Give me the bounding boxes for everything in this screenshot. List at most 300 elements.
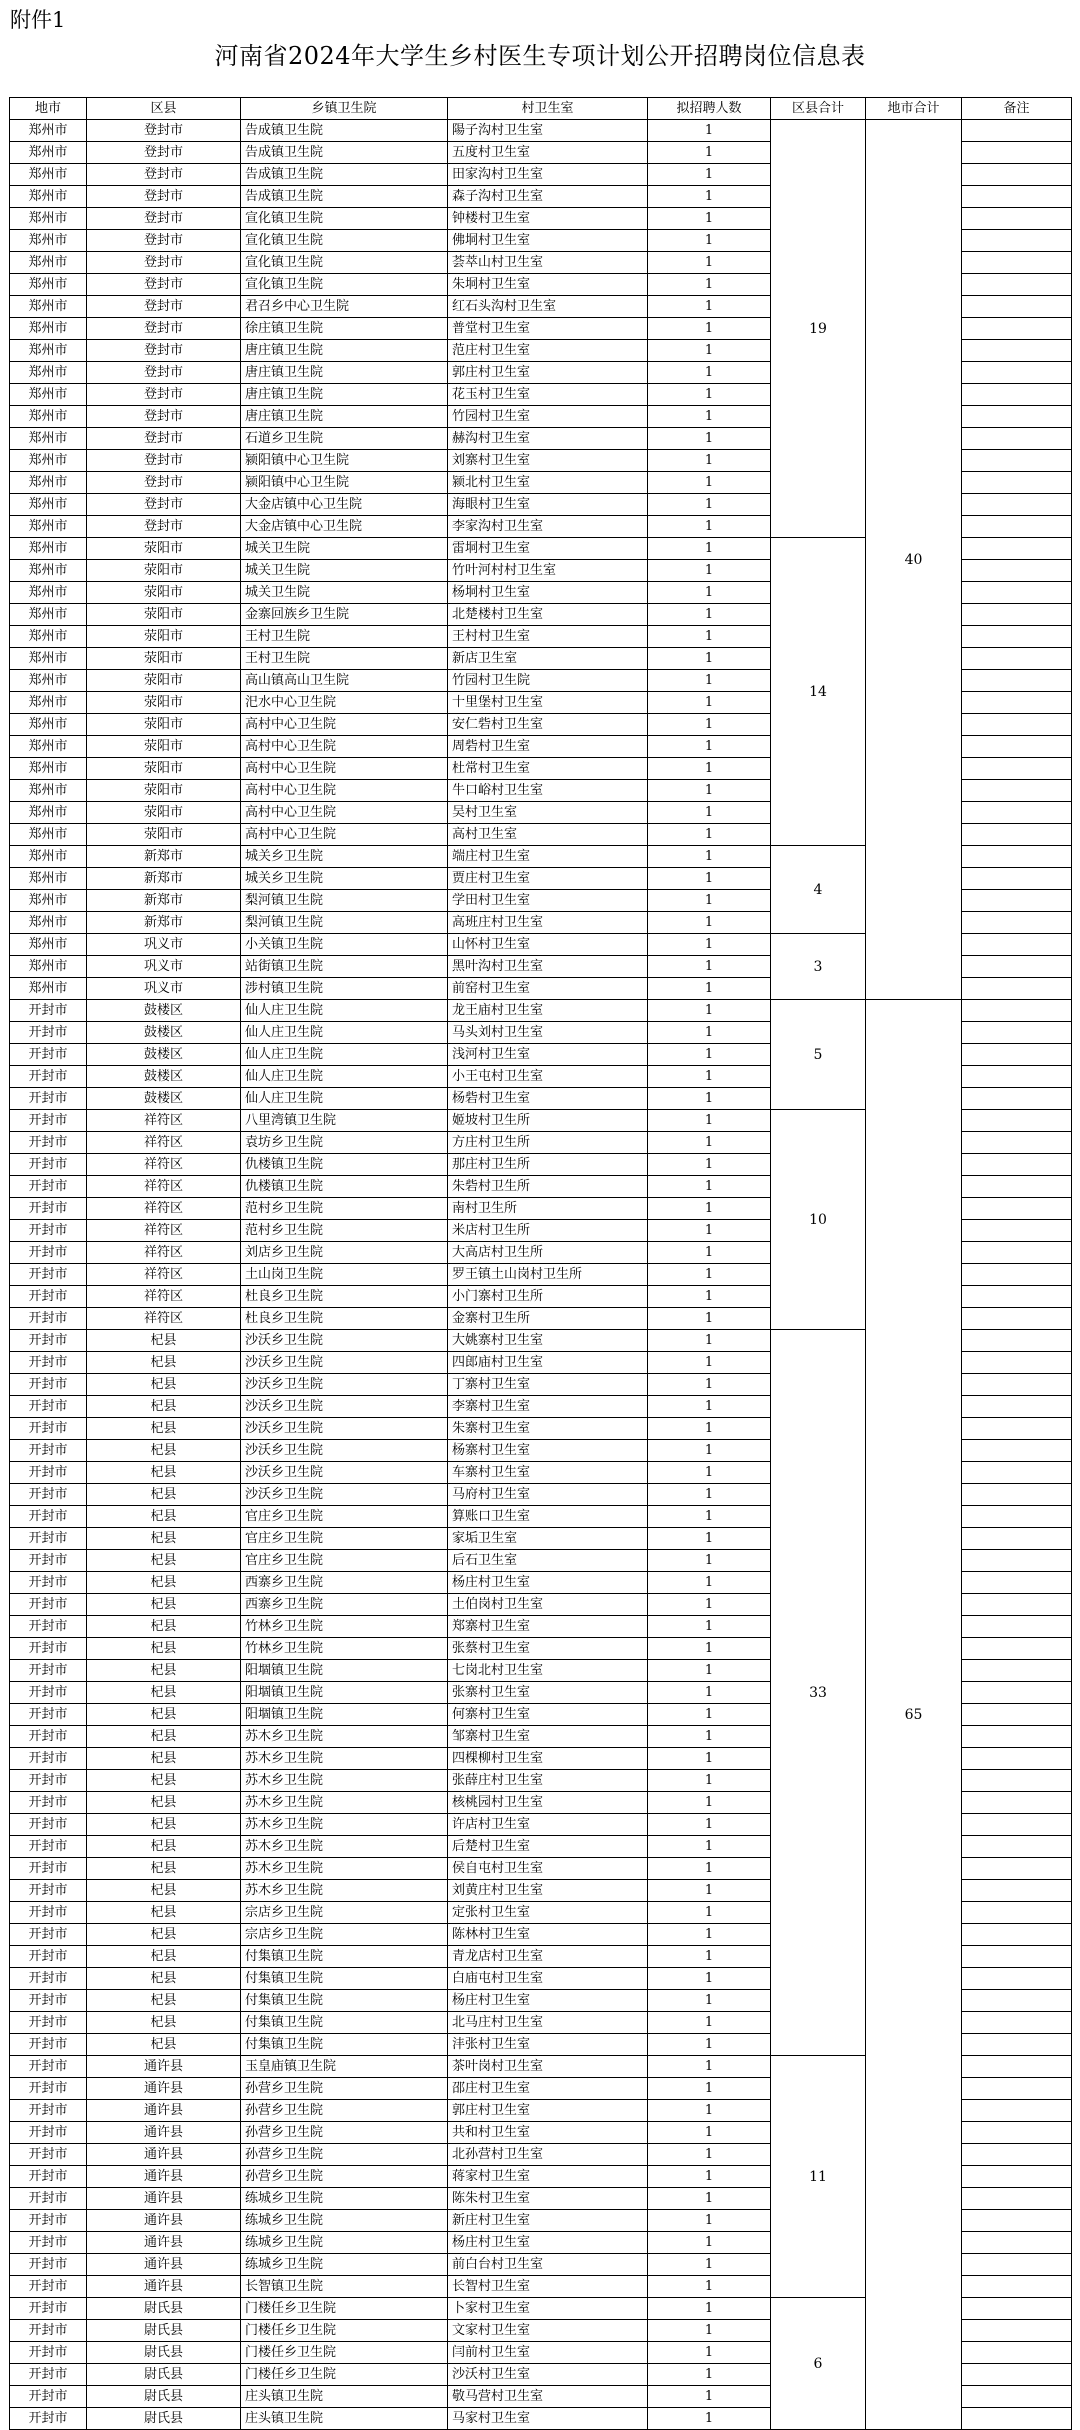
cell-city: 开封市 [10,2166,87,2188]
cell-remarks [962,1264,1072,1286]
cell-county: 登封市 [87,494,241,516]
cell-city: 郑州市 [10,384,87,406]
header-county-total: 区县合计 [771,98,866,120]
cell-township-hospital: 庄头镇卫生院 [241,2408,448,2430]
cell-remarks [962,2408,1072,2430]
header-row [10,98,1072,120]
cell-planned-hires: 1 [648,736,771,758]
cell-planned-hires: 1 [648,1484,771,1506]
cell-planned-hires: 1 [648,1396,771,1418]
cell-city: 开封市 [10,2276,87,2298]
cell-village-clinic: 土伯岗村卫生室 [448,1594,648,1616]
header-township-hospital: 乡镇卫生院 [241,98,448,120]
cell-county: 荥阳市 [87,692,241,714]
cell-village-clinic: 田家沟村卫生室 [448,164,648,186]
cell-county: 通许县 [87,2144,241,2166]
cell-county: 祥符区 [87,1264,241,1286]
cell-township-hospital: 站街镇卫生院 [241,956,448,978]
cell-remarks [962,2210,1072,2232]
cell-county-total: 6 [771,2298,866,2430]
cell-city: 郑州市 [10,824,87,846]
cell-city: 开封市 [10,1330,87,1352]
cell-planned-hires: 1 [648,1924,771,1946]
cell-city: 开封市 [10,1286,87,1308]
cell-remarks [962,1418,1072,1440]
cell-village-clinic: 杨寨村卫生室 [448,1440,648,1462]
header-city: 地市 [10,98,87,120]
cell-city: 开封市 [10,2320,87,2342]
cell-planned-hires: 1 [648,2364,771,2386]
cell-county: 杞县 [87,1440,241,1462]
cell-remarks [962,1968,1072,1990]
cell-remarks [962,890,1072,912]
cell-planned-hires: 1 [648,2188,771,2210]
cell-township-hospital: 杜良乡卫生院 [241,1286,448,1308]
cell-city: 开封市 [10,1176,87,1198]
cell-remarks [962,142,1072,164]
cell-county: 通许县 [87,2188,241,2210]
cell-township-hospital: 练城乡卫生院 [241,2188,448,2210]
cell-county: 杞县 [87,2034,241,2056]
cell-township-hospital: 金寨回族乡卫生院 [241,604,448,626]
cell-township-hospital: 竹林乡卫生院 [241,1616,448,1638]
cell-city: 郑州市 [10,164,87,186]
cell-city: 开封市 [10,1770,87,1792]
cell-township-hospital: 阳堌镇卫生院 [241,1704,448,1726]
cell-township-hospital: 王村卫生院 [241,626,448,648]
cell-city: 郑州市 [10,736,87,758]
cell-planned-hires: 1 [648,296,771,318]
cell-city: 郑州市 [10,340,87,362]
cell-village-clinic: 安仁砦村卫生室 [448,714,648,736]
cell-planned-hires: 1 [648,1440,771,1462]
cell-county: 通许县 [87,2122,241,2144]
table-row [10,1000,1072,1022]
cell-remarks [962,428,1072,450]
cell-village-clinic: 沣张村卫生室 [448,2034,648,2056]
cell-township-hospital: 袁坊乡卫生院 [241,1132,448,1154]
cell-county: 登封市 [87,208,241,230]
cell-remarks [962,296,1072,318]
cell-county: 荥阳市 [87,714,241,736]
cell-planned-hires: 1 [648,802,771,824]
cell-remarks [962,714,1072,736]
cell-village-clinic: 罗王镇土山岗村卫生所 [448,1264,648,1286]
cell-county: 尉氏县 [87,2386,241,2408]
cell-remarks [962,1660,1072,1682]
cell-village-clinic: 竹叶河村村卫生室 [448,560,648,582]
cell-planned-hires: 1 [648,428,771,450]
cell-county: 祥符区 [87,1286,241,1308]
cell-planned-hires: 1 [648,1528,771,1550]
cell-city: 开封市 [10,1352,87,1374]
cell-township-hospital: 孙营乡卫生院 [241,2166,448,2188]
cell-county: 鼓楼区 [87,1022,241,1044]
cell-city: 郑州市 [10,912,87,934]
cell-city: 开封市 [10,1066,87,1088]
cell-remarks [962,1000,1072,1022]
cell-county: 荥阳市 [87,758,241,780]
cell-remarks [962,1286,1072,1308]
cell-township-hospital: 刘店乡卫生院 [241,1242,448,1264]
cell-planned-hires: 1 [648,780,771,802]
cell-city: 开封市 [10,1242,87,1264]
cell-planned-hires: 1 [648,1308,771,1330]
cell-planned-hires: 1 [648,472,771,494]
cell-village-clinic: 车寨村卫生室 [448,1462,648,1484]
cell-remarks [962,1176,1072,1198]
cell-city: 开封市 [10,1000,87,1022]
cell-planned-hires: 1 [648,1638,771,1660]
cell-remarks [962,1154,1072,1176]
cell-county: 杞县 [87,1572,241,1594]
cell-township-hospital: 范村乡卫生院 [241,1220,448,1242]
cell-remarks [962,2056,1072,2078]
cell-village-clinic: 北马庄村卫生室 [448,2012,648,2034]
cell-village-clinic: 杜常村卫生室 [448,758,648,780]
cell-county: 巩义市 [87,978,241,1000]
cell-township-hospital: 大金店镇中心卫生院 [241,494,448,516]
cell-city: 开封市 [10,2408,87,2430]
cell-township-hospital: 沙沃乡卫生院 [241,1396,448,1418]
cell-county: 登封市 [87,318,241,340]
cell-city: 开封市 [10,1792,87,1814]
cell-township-hospital: 高山镇高山卫生院 [241,670,448,692]
cell-county: 杞县 [87,1352,241,1374]
cell-remarks [962,1462,1072,1484]
cell-remarks [962,736,1072,758]
cell-city: 郑州市 [10,252,87,274]
cell-village-clinic: 杨垌村卫生室 [448,582,648,604]
cell-remarks [962,560,1072,582]
cell-village-clinic: 李寨村卫生室 [448,1396,648,1418]
cell-city: 开封市 [10,1836,87,1858]
cell-township-hospital: 唐庄镇卫生院 [241,384,448,406]
cell-township-hospital: 苏木乡卫生院 [241,1770,448,1792]
cell-city-total: 65 [866,1000,962,2430]
cell-village-clinic: 马头刘村卫生室 [448,1022,648,1044]
cell-county: 荥阳市 [87,582,241,604]
cell-remarks [962,692,1072,714]
cell-planned-hires: 1 [648,582,771,604]
cell-planned-hires: 1 [648,2320,771,2342]
cell-village-clinic: 丁寨村卫生室 [448,1374,648,1396]
cell-village-clinic: 四郎庙村卫生室 [448,1352,648,1374]
cell-township-hospital: 宣化镇卫生院 [241,252,448,274]
cell-county: 杞县 [87,1880,241,1902]
cell-city: 郑州市 [10,274,87,296]
cell-county: 鼓楼区 [87,1088,241,1110]
page-title: 河南省2024年大学生乡村医生专项计划公开招聘岗位信息表 [214,42,866,70]
cell-county-total: 14 [771,538,866,846]
cell-county: 杞县 [87,1770,241,1792]
cell-city: 开封市 [10,2100,87,2122]
cell-township-hospital: 苏木乡卫生院 [241,1726,448,1748]
cell-township-hospital: 仙人庄卫生院 [241,1088,448,1110]
cell-remarks [962,1484,1072,1506]
cell-city: 开封市 [10,1462,87,1484]
cell-remarks [962,626,1072,648]
cell-township-hospital: 汜水中心卫生院 [241,692,448,714]
cell-county: 杞县 [87,1748,241,1770]
cell-village-clinic: 颍北村卫生室 [448,472,648,494]
cell-planned-hires: 1 [648,2276,771,2298]
cell-township-hospital: 付集镇卫生院 [241,2012,448,2034]
cell-township-hospital: 沙沃乡卫生院 [241,1440,448,1462]
cell-county: 荥阳市 [87,780,241,802]
cell-remarks [962,868,1072,890]
cell-county: 荥阳市 [87,538,241,560]
cell-city: 郑州市 [10,120,87,142]
cell-village-clinic: 荟萃山村卫生室 [448,252,648,274]
cell-planned-hires: 1 [648,1044,771,1066]
cell-remarks [962,934,1072,956]
cell-county: 登封市 [87,428,241,450]
cell-planned-hires: 1 [648,2034,771,2056]
cell-village-clinic: 周砦村卫生室 [448,736,648,758]
cell-village-clinic: 新庄村卫生室 [448,2210,648,2232]
cell-city: 郑州市 [10,142,87,164]
cell-remarks [962,2034,1072,2056]
cell-remarks [962,1924,1072,1946]
cell-township-hospital: 西寨乡卫生院 [241,1594,448,1616]
header-remarks: 备注 [962,98,1072,120]
cell-village-clinic: 北楚楼村卫生室 [448,604,648,626]
cell-planned-hires: 1 [648,2100,771,2122]
cell-township-hospital: 城关乡卫生院 [241,846,448,868]
cell-remarks [962,648,1072,670]
cell-city: 郑州市 [10,318,87,340]
cell-village-clinic: 刘黄庄村卫生室 [448,1880,648,1902]
cell-planned-hires: 1 [648,1220,771,1242]
cell-village-clinic: 吴村卫生室 [448,802,648,824]
cell-planned-hires: 1 [648,208,771,230]
cell-planned-hires: 1 [648,450,771,472]
cell-village-clinic: 红石头沟村卫生室 [448,296,648,318]
cell-city: 郑州市 [10,626,87,648]
cell-village-clinic: 姬坡村卫生所 [448,1110,648,1132]
cell-city: 开封市 [10,2232,87,2254]
cell-planned-hires: 1 [648,692,771,714]
cell-village-clinic: 李家沟村卫生室 [448,516,648,538]
cell-township-hospital: 门楼任乡卫生院 [241,2364,448,2386]
cell-remarks [962,1616,1072,1638]
cell-township-hospital: 门楼任乡卫生院 [241,2298,448,2320]
cell-county: 杞县 [87,1990,241,2012]
cell-village-clinic: 七岗北村卫生室 [448,1660,648,1682]
cell-city: 开封市 [10,1308,87,1330]
cell-city-total: 40 [866,120,962,1000]
cell-planned-hires: 1 [648,1264,771,1286]
cell-township-hospital: 告成镇卫生院 [241,142,448,164]
cell-planned-hires: 1 [648,1990,771,2012]
cell-county: 祥符区 [87,1198,241,1220]
cell-remarks [962,2386,1072,2408]
cell-township-hospital: 高村中心卫生院 [241,758,448,780]
cell-planned-hires: 1 [648,934,771,956]
cell-village-clinic: 浅河村卫生室 [448,1044,648,1066]
cell-county: 登封市 [87,164,241,186]
cell-county-total: 11 [771,2056,866,2298]
cell-county: 荥阳市 [87,648,241,670]
cell-remarks [962,2342,1072,2364]
cell-county: 杞县 [87,1858,241,1880]
cell-city: 开封市 [10,2254,87,2276]
cell-county: 祥符区 [87,1220,241,1242]
cell-city: 开封市 [10,1924,87,1946]
cell-remarks [962,1220,1072,1242]
cell-remarks [962,472,1072,494]
cell-city: 郑州市 [10,516,87,538]
cell-planned-hires: 1 [648,1682,771,1704]
cell-village-clinic: 贾庄村卫生室 [448,868,648,890]
cell-village-clinic: 刘寨村卫生室 [448,450,648,472]
cell-planned-hires: 1 [648,1330,771,1352]
cell-planned-hires: 1 [648,1572,771,1594]
cell-township-hospital: 沙沃乡卫生院 [241,1418,448,1440]
cell-township-hospital: 庄头镇卫生院 [241,2386,448,2408]
cell-township-hospital: 付集镇卫生院 [241,1946,448,1968]
cell-city: 开封市 [10,1880,87,1902]
cell-remarks [962,912,1072,934]
cell-planned-hires: 1 [648,2342,771,2364]
cell-township-hospital: 徐庄镇卫生院 [241,318,448,340]
cell-township-hospital: 沙沃乡卫生院 [241,1484,448,1506]
cell-city: 开封市 [10,1638,87,1660]
cell-village-clinic: 马家村卫生室 [448,2408,648,2430]
cell-remarks [962,494,1072,516]
cell-county: 尉氏县 [87,2342,241,2364]
cell-township-hospital: 唐庄镇卫生院 [241,406,448,428]
cell-planned-hires: 1 [648,1506,771,1528]
cell-village-clinic: 方庄村卫生所 [448,1132,648,1154]
cell-village-clinic: 五度村卫生室 [448,142,648,164]
cell-county: 新郑市 [87,868,241,890]
cell-county: 杞县 [87,1506,241,1528]
cell-village-clinic: 十里堡村卫生室 [448,692,648,714]
cell-village-clinic: 大高店村卫生所 [448,1242,648,1264]
cell-planned-hires: 1 [648,1968,771,1990]
cell-remarks [962,1044,1072,1066]
cell-township-hospital: 苏木乡卫生院 [241,1748,448,1770]
cell-township-hospital: 城关卫生院 [241,560,448,582]
cell-county: 通许县 [87,2232,241,2254]
cell-township-hospital: 仙人庄卫生院 [241,1022,448,1044]
cell-village-clinic: 张寨村卫生室 [448,1682,648,1704]
cell-city: 开封市 [10,2012,87,2034]
cell-planned-hires: 1 [648,2408,771,2430]
cell-county: 登封市 [87,406,241,428]
cell-county: 鼓楼区 [87,1066,241,1088]
cell-remarks [962,1330,1072,1352]
cell-planned-hires: 1 [648,2210,771,2232]
cell-county: 登封市 [87,472,241,494]
cell-city: 郑州市 [10,472,87,494]
cell-county: 祥符区 [87,1308,241,1330]
cell-county: 祥符区 [87,1242,241,1264]
cell-county: 杞县 [87,1550,241,1572]
cell-city: 开封市 [10,1110,87,1132]
cell-remarks [962,1198,1072,1220]
cell-county: 荥阳市 [87,670,241,692]
cell-village-clinic: 郑寨村卫生室 [448,1616,648,1638]
cell-city: 郑州市 [10,296,87,318]
cell-city: 开封市 [10,1660,87,1682]
cell-city: 开封市 [10,1220,87,1242]
cell-planned-hires: 1 [648,1286,771,1308]
cell-city: 郑州市 [10,428,87,450]
cell-remarks [962,1704,1072,1726]
cell-county: 杞县 [87,1902,241,1924]
cell-remarks [962,1638,1072,1660]
cell-county: 通许县 [87,2210,241,2232]
cell-planned-hires: 1 [648,1198,771,1220]
cell-city: 开封市 [10,1374,87,1396]
cell-county: 杞县 [87,1704,241,1726]
cell-planned-hires: 1 [648,2056,771,2078]
cell-township-hospital: 沙沃乡卫生院 [241,1330,448,1352]
cell-planned-hires: 1 [648,2298,771,2320]
cell-city: 开封市 [10,2078,87,2100]
cell-remarks [962,1374,1072,1396]
cell-county-total: 19 [771,120,866,538]
cell-county: 新郑市 [87,912,241,934]
cell-planned-hires: 1 [648,1814,771,1836]
cell-city: 开封市 [10,1264,87,1286]
cell-planned-hires: 1 [648,1770,771,1792]
cell-city: 郑州市 [10,956,87,978]
cell-township-hospital: 练城乡卫生院 [241,2232,448,2254]
cell-remarks [962,2100,1072,2122]
cell-remarks [962,1506,1072,1528]
cell-village-clinic: 杨庄村卫生室 [448,1990,648,2012]
cell-planned-hires: 1 [648,758,771,780]
cell-planned-hires: 1 [648,1880,771,1902]
cell-planned-hires: 1 [648,1594,771,1616]
cell-village-clinic: 后石卫生室 [448,1550,648,1572]
cell-village-clinic: 白庙屯村卫生室 [448,1968,648,1990]
cell-township-hospital: 城关卫生院 [241,582,448,604]
cell-village-clinic: 长智村卫生室 [448,2276,648,2298]
cell-remarks [962,1066,1072,1088]
cell-county: 登封市 [87,274,241,296]
cell-village-clinic: 文家村卫生室 [448,2320,648,2342]
cell-village-clinic: 海眼村卫生室 [448,494,648,516]
cell-city: 郑州市 [10,208,87,230]
cell-county: 鼓楼区 [87,1000,241,1022]
cell-township-hospital: 杜良乡卫生院 [241,1308,448,1330]
cell-remarks [962,2166,1072,2188]
cell-township-hospital: 大金店镇中心卫生院 [241,516,448,538]
cell-city: 郑州市 [10,582,87,604]
cell-village-clinic: 定张村卫生室 [448,1902,648,1924]
cell-planned-hires: 1 [648,604,771,626]
cell-township-hospital: 孙营乡卫生院 [241,2144,448,2166]
cell-remarks [962,1946,1072,1968]
cell-township-hospital: 宗店乡卫生院 [241,1924,448,1946]
cell-township-hospital: 官庄乡卫生院 [241,1528,448,1550]
cell-remarks [962,384,1072,406]
cell-city: 开封市 [10,1044,87,1066]
cell-remarks [962,758,1072,780]
cell-township-hospital: 沙沃乡卫生院 [241,1374,448,1396]
cell-city: 郑州市 [10,230,87,252]
cell-planned-hires: 1 [648,868,771,890]
cell-county: 杞县 [87,1396,241,1418]
cell-township-hospital: 苏木乡卫生院 [241,1792,448,1814]
cell-city: 开封市 [10,1440,87,1462]
cell-city: 开封市 [10,2034,87,2056]
